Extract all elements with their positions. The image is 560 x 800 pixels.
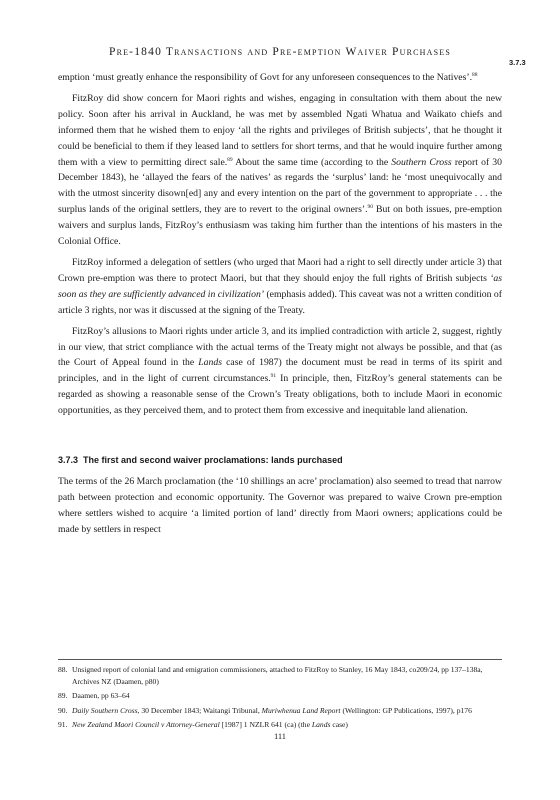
footnote-ref: 89 bbox=[227, 156, 233, 163]
header-section-number: 3.7.3 bbox=[509, 58, 526, 67]
page-number: 111 bbox=[273, 731, 287, 741]
body-text bbox=[58, 70, 502, 538]
paragraph: emption ‘must greatly enhance the responsibility of Govt for any unforeseen consequences to the Natives’.$^{88}$ bbox=[58, 71, 478, 83]
footnote-divider bbox=[58, 659, 502, 660]
paragraph: The terms of the 26 March proclamation (the ‘10 shillings an acre’ proclamation) also seemed to tread that narrow path between protection and economic opportunity. The Governor was prepared to waive Crown pre-emption where settlers wished to acquire ‘a limited portion of land’ directly from Maori owners; applications could be made by settlers in respect bbox=[58, 475, 502, 535]
paragraph: FitzRoy’s allusions to Maori rights under article 3, and its implied contradiction with article 2, suggest, rightly in our view, that strict compliance with the actual terms of the Treaty might not always be possible, and that (as the Court of Appeal found in the Lands case of 1987) the document must be read in terms of its spirit and principles, and in the light of current circumstances.$^{91}$ In principle, then, FitzRoy’s general statements can be regarded as showing a reasonable sense of the Crown’s Treaty obligations, both to include Maori in economic opportunities, as they perceived them, and to protect them from excessive and inequitable land alienation. bbox=[58, 325, 502, 417]
footnote-ref: 90 bbox=[367, 204, 374, 211]
paragraph: FitzRoy did show concern for Maori rights and wishes, engaging in consultation with them about the new policy. Soon after his arrival in Auckland, he was met by assembled Ngati Whatua and Waikato chiefs and informed them that he wished them to enjoy ‘all the rights and privileges of British subjects’, that he thought it could be beneficial to them if they leased land to settlers for short terms, and that he would inquire further among them with a view to permitting direct sale.$^{89}$ About the same time (according to the Southern Cross report of 30 December 1843), he ‘allayed the fears of the natives’ as regards the ‘surplus’ land: he ‘most unequivocally and with the utmost sincerity disown[ed] any and every intention on the part of the government to appropriate . . . the surplus lands of the original settlers, they are to revert to the original owners’.$^{90}$ But on both issues, pre-emption waivers and surplus lands, FitzRoy’s enthusiasm was taking him further than the intentions of his masters in the Colonial Office. bbox=[58, 92, 502, 248]
footnote-ref: 91 bbox=[270, 373, 277, 380]
footnote: 89. Daamen, pp 63–64 bbox=[58, 691, 130, 701]
footnote: 91. New Zealand Maori Council v Attorney-General [1987] 1 NZLR 641 (ca) (the Lands case) bbox=[58, 720, 348, 730]
running-header: Pre-1840 Transactions and Pre-emption Waiver Purchases bbox=[108, 46, 452, 58]
footnote: 90. Daily Southern Cross, 30 December 1843; Waitangi Tribunal, Muriwhenua Land Report (Wellington: GP Publications, 1997), p176 bbox=[58, 705, 472, 715]
paragraph: FitzRoy informed a delegation of settlers (who urged that Maori had a right to sell directly under article 3) that Crown pre-emption was there to protect Maori, but that they should enjoy the full rights of British subjects ‘as soon as they are sufficiently advanced in civilization’ (emphasis added). This caveat was not a written condition of article 3 rights, nor was it discussed at the signing of the Treaty. bbox=[58, 256, 502, 316]
footnotes bbox=[58, 664, 502, 734]
section-heading: 3.7.3 The first and second waiver proclamations: lands purchased bbox=[58, 455, 343, 466]
footnote: 88. Unsigned report of colonial land and emigration commissioners, attached to FitzRoy to Stanley, 16 May 1843, co209/24, pp 137–138a, Archives NZ (Daamen, p80) bbox=[58, 665, 483, 686]
footnote-ref: 88 bbox=[472, 71, 478, 78]
